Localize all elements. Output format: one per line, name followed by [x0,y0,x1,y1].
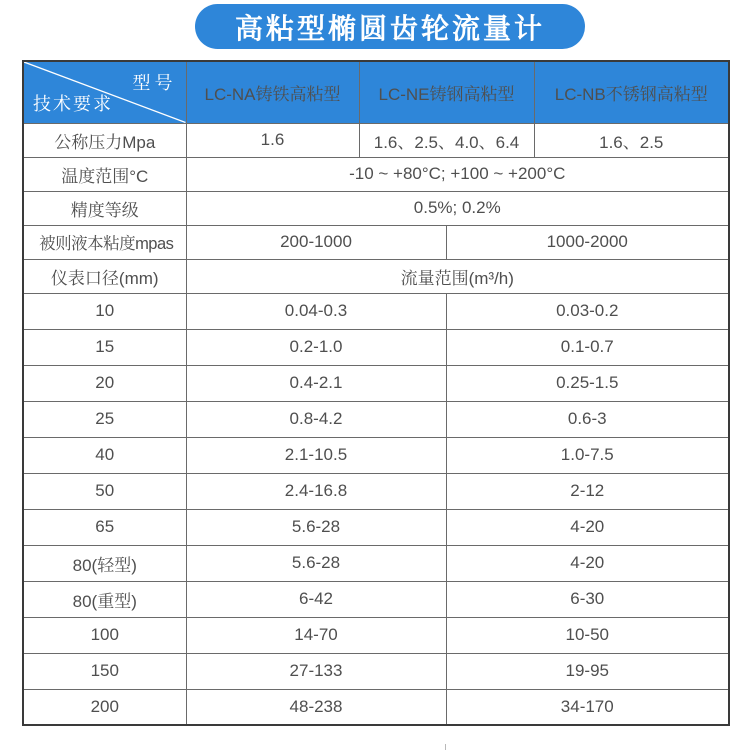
spec-value: 流量范围(m³/h) [186,259,729,293]
cutoff-row-hint [445,744,446,750]
diameter-header-row [23,259,729,293]
flow-row [23,509,729,545]
flow-right-cell: 34-170 [446,689,729,725]
flow-right-cell: 4-20 [446,545,729,581]
flow-left-cell: 0.04-0.3 [186,293,446,329]
flow-left-cell: 2.1-10.5 [186,437,446,473]
column-header-lcna: LC-NA铸铁高粘型 [186,61,359,123]
flow-left-cell: 27-133 [186,653,446,689]
flow-right-cell: 1.0-7.5 [446,437,729,473]
flow-right-cell: 0.6-3 [446,401,729,437]
flow-left-cell: 6-42 [186,581,446,617]
spec-value: 1000-2000 [446,225,729,259]
flow-row [23,437,729,473]
spec-value: 1.6、2.5 [534,123,729,157]
flow-row [23,581,729,617]
flow-right-cell: 10-50 [446,617,729,653]
spec-label: 仪表口径(mm) [23,259,186,293]
flow-row [23,329,729,365]
size-cell: 10 [23,293,186,329]
flow-row [23,545,729,581]
spec-table [22,60,730,726]
flow-left-cell: 0.4-2.1 [186,365,446,401]
size-cell: 40 [23,437,186,473]
page-title: 高粘型椭圆齿轮流量计 [234,12,545,44]
size-cell: 25 [23,401,186,437]
flow-left-cell: 0.2-1.0 [186,329,446,365]
flow-right-cell: 6-30 [446,581,729,617]
size-cell: 150 [23,653,186,689]
accuracy-row [23,191,729,225]
header-row [23,61,729,123]
flow-left-cell: 5.6-28 [186,545,446,581]
flow-row [23,653,729,689]
spec-value: 1.6 [186,123,359,157]
flow-right-cell: 0.25-1.5 [446,365,729,401]
flow-left-cell: 2.4-16.8 [186,473,446,509]
flow-row [23,617,729,653]
spec-label: 精度等级 [23,191,186,225]
flow-left-cell: 5.6-28 [186,509,446,545]
flow-row [23,365,729,401]
flow-right-cell: 0.03-0.2 [446,293,729,329]
column-header-lcnb: LC-NB不锈钢高粘型 [534,61,729,123]
pressure-row [23,123,729,157]
flow-left-cell: 14-70 [186,617,446,653]
flow-right-cell: 2-12 [446,473,729,509]
page-title-banner [195,4,585,49]
flow-left-cell: 0.8-4.2 [186,401,446,437]
size-cell: 15 [23,329,186,365]
column-header-lcne: LC-NE铸钢高粘型 [359,61,534,123]
corner-top-right-label: 型号 [132,73,177,93]
size-cell: 80(重型) [23,581,186,617]
flow-right-cell: 19-95 [446,653,729,689]
spec-value: 200-1000 [186,225,446,259]
spec-label: 被则液本粘度mpas [23,225,186,259]
size-cell: 80(轻型) [23,545,186,581]
flow-left-cell: 48-238 [186,689,446,725]
flow-row [23,401,729,437]
temperature-row [23,157,729,191]
spec-value: 0.5%; 0.2% [186,191,729,225]
spec-value: 1.6、2.5、4.0、6.4 [359,123,534,157]
flow-row [23,473,729,509]
corner-cell [23,61,186,123]
flow-right-cell: 0.1-0.7 [446,329,729,365]
spec-label: 公称压力Mpa [23,123,186,157]
spec-label: 温度范围°C [23,157,186,191]
corner-bottom-left-label: 技术要求 [33,93,113,114]
flow-row [23,689,729,725]
size-cell: 200 [23,689,186,725]
size-cell: 50 [23,473,186,509]
size-cell: 20 [23,365,186,401]
spec-value: -10 ~ +80°C; +100 ~ +200°C [186,157,729,191]
size-cell: 100 [23,617,186,653]
viscosity-row [23,225,729,259]
flow-right-cell: 4-20 [446,509,729,545]
size-cell: 65 [23,509,186,545]
flow-row [23,293,729,329]
